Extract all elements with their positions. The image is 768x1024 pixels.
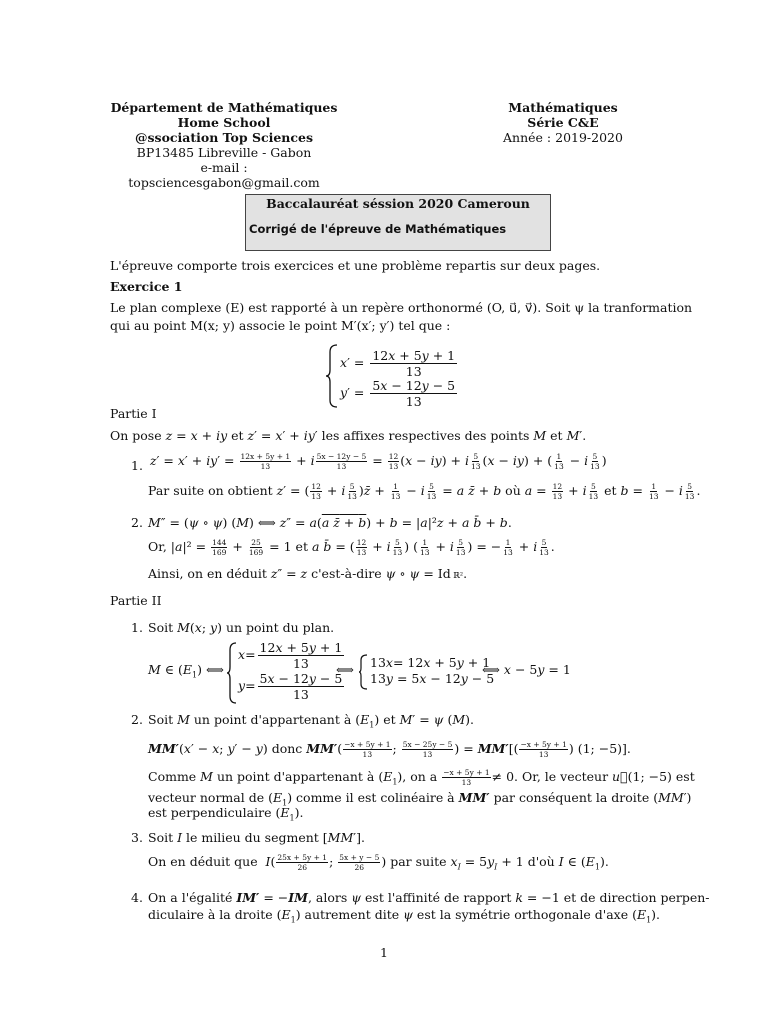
title-box [245,194,551,251]
page-number: 1 [380,945,388,960]
part2-q2-comme: Comme M un point d'appartenant à $(E_1)$, on a $\frac{-x + 5y + 1}{13}$ ≠ 0. Or, le vecteur u⃗(1; −5) est [148,768,695,787]
statement-line-1: Le plan complexe (E) est rapporté à un repère orthonormé (O, u⃗, v⃗). Soit ψ la tranformation [110,300,693,315]
p2-q3-number: 3. [131,830,143,845]
system-y-equation: y′ = $\frac{5x - 12y - 5}{13}$ [340,378,456,409]
part2-q3-deduce: On en déduit que I( $\frac{25x + 5y + 1}{26}$ ; $\frac{5x + y - 5}{26}$ ) par suite $x_I = 5y_I + 1$ d'où I ∈ $(E_1)$. [148,853,609,872]
department-name: Département de Mathématiques [110,100,338,115]
header-institution [108,100,340,190]
part2-q2-perp: est perpendiculaire $(E_1)$. [148,805,304,823]
equiv-13x-equation: 13x= 12x + 5y + 1 [370,655,491,670]
system-x-equation: x′ = $\frac{12x + 5y + 1}{13}$ [340,348,456,379]
exam-title: Baccalauréat séssion 2020 Cameroun [266,196,530,211]
exercise-title: Exercice 1 [110,279,183,294]
p2-q4-number: 4. [131,890,143,905]
part2-q1-intro: Soit M(x; y) un point du plan. [148,620,335,635]
equiv-brace-1-icon [226,642,238,704]
exam-subtitle: Corrigé de l'épreuve de Mathématiques [249,222,507,236]
equiv-brace-2-icon [358,654,368,690]
q2-number: 2. [131,515,143,530]
association-name: @ssociation Top Sciences [135,130,313,145]
part2-q2-normal: vecteur normal de $(E_1)$ comme il est colinéaire à MM′ par conséquent la droite (MM′) [148,790,692,808]
system-brace-icon [325,344,339,408]
series: Série C&E [527,115,599,130]
header-course-info [495,100,631,145]
part2-q4-line2: diculaire à la droite $(E_1)$ autrement dite ψ est la symétrie orthogonale d'axe $(E_1)$. [148,907,661,925]
part2-q3-intro: Soit I le milieu du segment [MM′]. [148,830,365,845]
part1-q2-conclusion: Ainsi, on en déduit z″ = z c'est-à-dire ψ ∘ ψ = Id ℝ². [148,566,468,581]
subject: Mathématiques [508,100,618,115]
part1-q1-result: Par suite on obtient z′ = ( $\frac{12}{13}$ + i $\frac{5}{13}$ )z̄ + $\frac{1}{13}$ − i $\frac{5}{13}$ = a z̄ + b où a = $\frac{12}{13}$ + i $\frac{5}{13}$ et b = $\frac{1}{13}$ − i $\frac{5}{13}$ . [148,482,701,501]
part2-q4-line1: On a l'égalité IM′ = −IM, alors ψ est l'affinité de rapport k = −1 et de direction perpen- [148,890,710,905]
q1-number: 1. [131,458,143,473]
email-address: e-mail : topsciencesgabon@gmail.com [128,160,320,190]
intro-text: L'épreuve comporte trois exercices et une problème repartis sur deux pages. [110,258,601,273]
part1-q2-or: Or, |a|² = $\frac{144}{169}$ + $\frac{25}{169}$ = 1 et a b̄ = ( $\frac{12}{13}$ + i $\frac{5}{13}$ ) ( $\frac{1}{13}$ + i $\frac{5}{13}$ ) = − $\frac{1}{13}$ + i $\frac{5}{13}$ . [148,538,555,557]
part1-intro: On pose z = x + iy et z′ = x′ + iy′ les affixes respectives des points M et M′. [110,428,587,443]
part2-q2-vector: MM′(x′ − x; y′ − y) donc MM′( $\frac{-x + 5y + 1}{13}$ ; $\frac{5x - 25y - 5}{13}$ ) = MM′[( $\frac{-x + 5y + 1}{13}$ ) (1; −5)]. [148,740,631,759]
equiv-y-equation: y= $\frac{5x - 12y - 5}{13}$ [238,671,343,702]
postal-address: BP13485 Libreville - Gabon [136,145,312,160]
equiv-13y-equation: 13y = 5x − 12y − 5 [370,671,495,686]
part2-q2-intro: Soit M un point d'appartenant à $(E_1)$ et M′ = ψ (M). [148,712,475,730]
part1-q2-equation: M″ = (ψ ∘ ψ) (M) ⟺ z″ = a(a z̄ + b) + b = |a|²z + a b̄ + b. [148,515,512,530]
p2-q1-number: 1. [131,620,143,635]
p2-q2-number: 2. [131,712,143,727]
part1-title: Partie I [110,406,157,421]
part1-q1-equation: z′ = x′ + iy′ = $\frac{12x + 5y + 1}{13}$ + i $\frac{5x - 12y - 5}{13}$ = $\frac{12}{13}$ (x − iy) + i $\frac{5}{13}$ (x − iy) + ( $\frac{1}{13}$ − i $\frac{5}{13}$ ) [150,452,607,471]
equiv-x-equation: x= $\frac{12x + 5y + 1}{13}$ [238,640,343,671]
statement-line-2: qui au point M(x; y) associe le point M′(x′; y′) tel que : [110,318,451,333]
equiv-arrow-1: ⟺ [336,662,354,677]
equiv-final: ⟺ x − 5y = 1 [482,662,571,677]
school-name: Home School [177,115,271,130]
part2-q1-membership: M ∈ $(E_1)$ ⟺ [148,662,224,680]
school-year: Année : 2019-2020 [503,130,623,145]
part2-title: Partie II [110,593,162,608]
